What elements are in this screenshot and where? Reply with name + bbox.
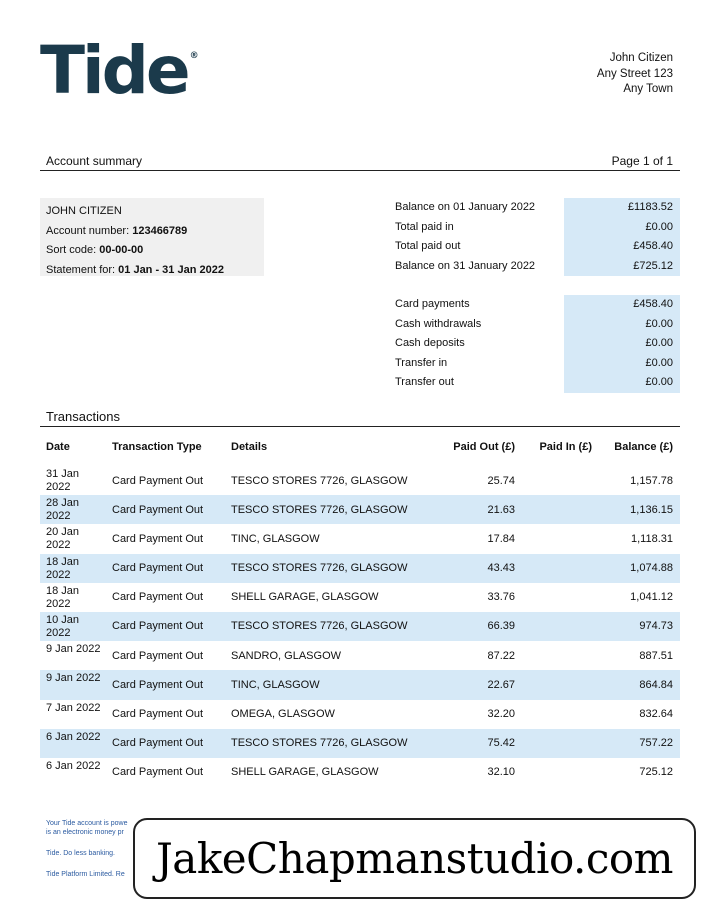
table-row	[40, 495, 680, 524]
tx-date: 18 Jan 2022	[46, 584, 80, 610]
tx-balance: 864.84	[639, 678, 673, 691]
tx-details: TINC, GLASGOW	[231, 532, 320, 545]
account-number: 123466789	[132, 224, 188, 237]
balance-row	[395, 198, 680, 218]
breakdown-label: Cash withdrawals	[395, 317, 482, 330]
tx-balance: 887.51	[639, 649, 673, 662]
customer-address	[597, 51, 673, 98]
address-line-2: Any Street 123	[596, 67, 673, 80]
tx-type: Card Payment Out	[112, 474, 204, 487]
balance-label: Total paid in	[395, 220, 454, 233]
breakdown-label: Card payments	[395, 298, 470, 310]
table-row	[40, 729, 680, 758]
breakdown-value: £0.00	[564, 373, 680, 393]
tx-type: Card Payment Out	[112, 562, 204, 575]
tx-paid-out: 66.39	[487, 620, 515, 633]
table-row	[40, 612, 680, 641]
tx-type: Card Payment Out	[112, 737, 204, 750]
tx-type: Card Payment Out	[112, 503, 204, 516]
balance-label: Total paid out	[395, 240, 461, 253]
transactions-title: Transactions	[46, 409, 120, 424]
table-row	[40, 758, 680, 787]
breakdown-label: Transfer out	[395, 376, 454, 389]
transactions-header	[40, 409, 680, 427]
tx-balance: 974.73	[639, 620, 673, 633]
tx-details: SHELL GARAGE, GLASGOW	[231, 591, 379, 604]
table-row	[40, 554, 680, 583]
tx-paid-out: 32.10	[487, 766, 515, 779]
breakdown-row	[395, 334, 680, 354]
tx-balance: 1,157.78	[630, 474, 673, 487]
tx-date: 7 Jan 2022	[46, 701, 101, 714]
balance-row	[395, 218, 680, 238]
tx-details: TESCO STORES 7726, GLASGOW	[231, 737, 408, 750]
col-header-paid-in: Paid In (£)	[539, 441, 592, 453]
tx-balance: 832.64	[639, 708, 673, 720]
breakdown-label: Transfer in	[395, 356, 448, 369]
breakdown-value: £458.40	[564, 295, 680, 315]
tx-paid-out: 43.43	[487, 562, 515, 575]
statement-period: 01 Jan - 31 Jan 2022	[118, 263, 224, 276]
logo-text: Tide	[40, 32, 188, 109]
sort-code-line	[46, 241, 258, 261]
breakdown-label: Cash deposits	[395, 337, 465, 350]
tx-date: 10 Jan 2022	[46, 613, 80, 639]
tx-type: Card Payment Out	[112, 708, 204, 720]
account-holder-name: JOHN CITIZEN	[46, 205, 122, 217]
footer-tagline: Tide. Do less banking.	[46, 850, 115, 857]
tx-type: Card Payment Out	[112, 591, 204, 604]
account-number-label: Account number:	[46, 224, 130, 237]
tx-paid-out: 22.67	[487, 678, 515, 691]
table-row	[40, 700, 680, 729]
tx-date: 6 Jan 2022	[46, 759, 101, 772]
tx-paid-out: 21.63	[487, 503, 515, 516]
table-row	[40, 641, 680, 670]
table-row	[40, 670, 680, 699]
col-header-type: Transaction Type	[112, 441, 202, 453]
account-summary-header	[40, 154, 680, 171]
tx-type: Card Payment Out	[112, 766, 204, 779]
account-number-line	[46, 222, 258, 242]
col-header-date: Date	[46, 441, 70, 453]
col-header-paid-out: Paid Out (£)	[453, 441, 515, 453]
breakdown-value: £0.00	[564, 334, 680, 354]
balance-row	[395, 257, 680, 277]
breakdown-row	[395, 354, 680, 374]
tx-details: SANDRO, GLASGOW	[231, 649, 342, 662]
sort-code-label: Sort code:	[46, 244, 97, 257]
tx-date: 9 Jan 2022	[46, 672, 101, 685]
tx-details: OMEGA, GLASGOW	[231, 708, 335, 720]
tide-logo	[40, 32, 199, 109]
account-info-box	[40, 198, 264, 276]
breakdown-row	[395, 373, 680, 393]
balance-label: Balance on 01 January 2022	[395, 201, 536, 213]
tx-type: Card Payment Out	[112, 620, 204, 633]
sort-code: 00-00-00	[99, 244, 144, 257]
balance-row	[395, 237, 680, 257]
tx-balance: 1,118.31	[630, 532, 673, 545]
breakdown-row	[395, 295, 680, 315]
balance-value: £725.12	[564, 257, 680, 277]
statement-period-line	[46, 261, 258, 281]
tx-balance: 1,136.15	[630, 503, 673, 516]
tx-details: TESCO STORES 7726, GLASGOW	[231, 620, 408, 633]
tx-balance: 1,041.12	[630, 591, 673, 604]
registered-mark: ®	[189, 51, 199, 61]
tx-date: 31 Jan 2022	[46, 468, 80, 493]
tx-paid-out: 25.74	[487, 474, 515, 487]
tx-balance: 1,074.88	[630, 562, 673, 575]
payment-breakdown-table	[395, 295, 680, 393]
transactions-table	[40, 466, 680, 787]
tx-paid-out: 32.20	[487, 708, 515, 720]
tx-type: Card Payment Out	[112, 678, 204, 691]
balance-label: Balance on 31 January 2022	[395, 259, 536, 272]
balance-value: £1183.52	[564, 198, 680, 218]
breakdown-row	[395, 315, 680, 335]
address-line-3: Any Town	[623, 83, 673, 95]
col-header-balance: Balance (£)	[614, 441, 673, 453]
tx-date: 18 Jan 2022	[46, 555, 80, 581]
tx-details: TINC, GLASGOW	[231, 678, 320, 691]
tx-paid-out: 87.22	[487, 649, 515, 662]
tx-details: TESCO STORES 7726, GLASGOW	[231, 562, 408, 575]
breakdown-value: £0.00	[564, 354, 680, 374]
tx-details: TESCO STORES 7726, GLASGOW	[231, 474, 408, 487]
balance-value: £0.00	[564, 218, 680, 238]
tx-details: TESCO STORES 7726, GLASGOW	[231, 503, 408, 516]
statement-period-label: Statement for:	[46, 263, 116, 276]
tx-date: 6 Jan 2022	[46, 730, 101, 743]
account-summary-title: Account summary	[46, 154, 143, 168]
tx-paid-out: 17.84	[487, 532, 515, 545]
watermark-banner: JakeChapmanstudio.com	[133, 818, 696, 899]
tx-date: 20 Jan 2022	[46, 526, 80, 552]
balance-value: £458.40	[564, 237, 680, 257]
footer-line-1: Your Tide account is powe	[46, 820, 128, 827]
tx-date: 28 Jan 2022	[46, 497, 80, 523]
address-line-1: John Citizen	[609, 52, 673, 64]
col-header-details: Details	[231, 441, 268, 453]
breakdown-value: £0.00	[564, 315, 680, 335]
balance-summary-table	[395, 198, 680, 276]
tx-details: SHELL GARAGE, GLASGOW	[231, 766, 379, 779]
tx-date: 9 Jan 2022	[46, 643, 101, 656]
table-row	[40, 466, 680, 495]
page-indicator: Page 1 of 1	[611, 154, 673, 168]
footer-disclaimer	[46, 820, 127, 837]
tx-type: Card Payment Out	[112, 649, 204, 662]
footer-line-2: is an electronic money pr	[46, 828, 124, 836]
tx-type: Card Payment Out	[112, 532, 204, 545]
tx-balance: 725.12	[639, 766, 673, 779]
footer-legal: Tide Platform Limited. Re	[46, 871, 125, 878]
table-row	[40, 583, 680, 612]
tx-balance: 757.22	[639, 737, 673, 750]
table-row	[40, 524, 680, 553]
tx-paid-out: 75.42	[487, 737, 515, 750]
tx-paid-out: 33.76	[487, 591, 515, 604]
